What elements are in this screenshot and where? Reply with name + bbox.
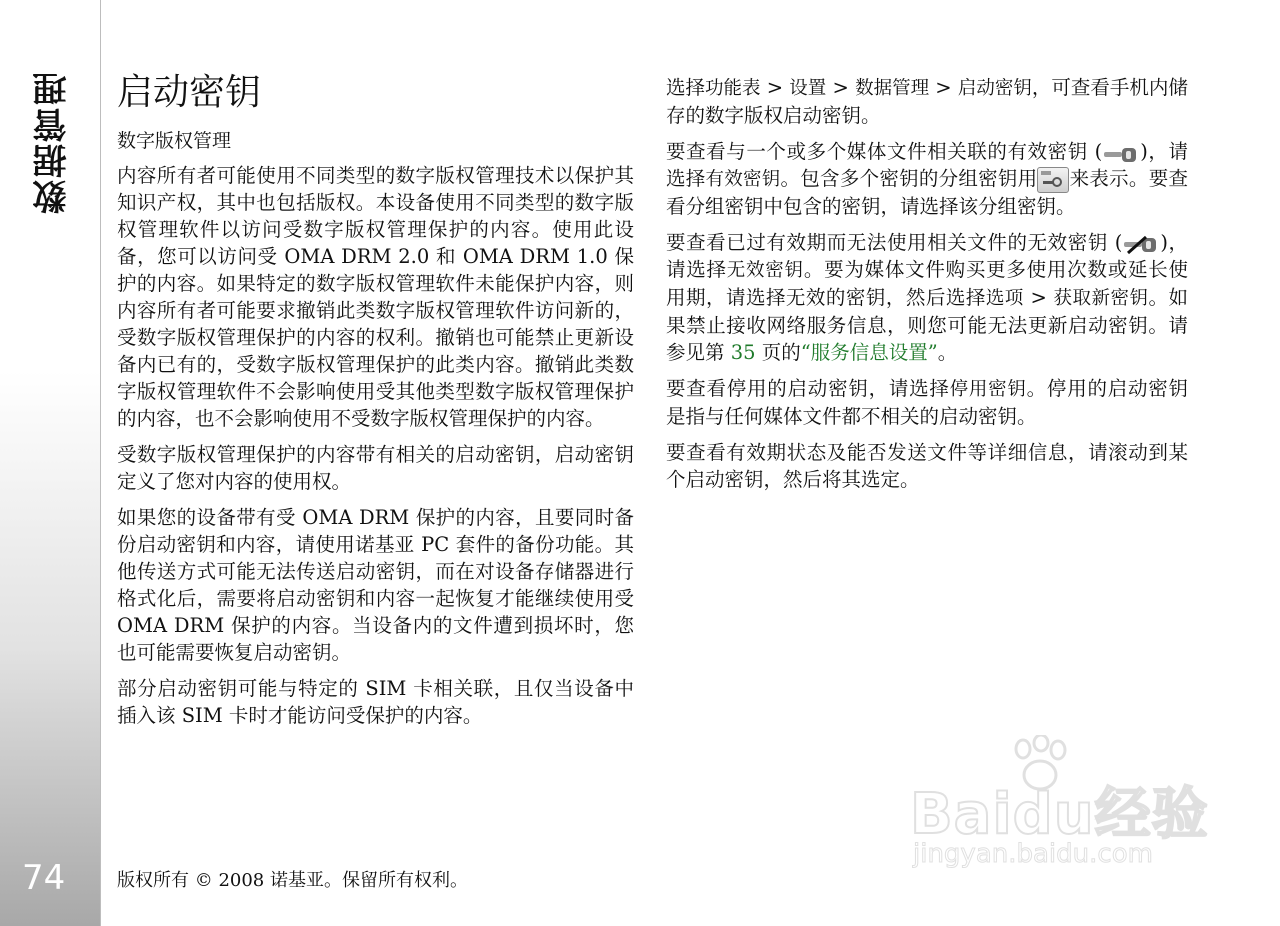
sidebar [0, 0, 101, 926]
text: 要查看与一个或多个媒体文件相关联的有效密钥 ( [666, 140, 1103, 163]
text: 来表示。要查看分组密钥中包含的密钥，请选择该分组密钥。 [666, 167, 1188, 218]
paragraph [666, 138, 1188, 220]
text: 页的 [755, 341, 801, 364]
paragraph [666, 74, 1188, 129]
paragraph: 如果您的设备带有受 OMA DRM 保护的内容，且要同时备份启动密钥和内容，请使用诺基亚 PC 套件的备份功能。其他传送方式可能无法传送启动密钥，而在对设备存储器进行格式化后，需要将启动密钥和内容一起恢复才能继续使用受 OMA DRM 保护的内容。当设备内的文件遭到损坏时，您也可能需要恢复启动密钥。 [117, 506, 634, 664]
watermark-url: jingyan.baidu.com [913, 839, 1153, 869]
separator: > [760, 76, 790, 99]
paragraph: 受数字版权管理保护的内容带有相关的启动密钥，启动密钥定义了您对内容的使用权。 [117, 443, 634, 493]
key-icon [1102, 144, 1140, 162]
text: )，请选择 [666, 140, 1188, 190]
invalid-key-icon [1122, 235, 1160, 253]
text: )，请选择 [666, 231, 1189, 281]
option-name: 停用密钥 [949, 379, 1027, 400]
page-reference[interactable]: 35 [730, 341, 756, 364]
cross-reference-link[interactable]: “服务信息设置” [800, 341, 938, 364]
paragraph [666, 229, 1188, 366]
text: 要查看停用的启动密钥，请选择 [666, 377, 950, 400]
text: 。包含多个密钥的分组密钥用 [780, 167, 1038, 190]
option-name: 无效密钥 [726, 260, 804, 281]
option-name: 获取新密钥 [1053, 288, 1149, 309]
menu-path-item: 设置 [789, 78, 827, 99]
menu-path-item: 功能表 [705, 78, 761, 99]
page-number: 74 [22, 858, 66, 898]
text: 。停用的启动密钥是指与任何媒体文件都不相关的启动密钥。 [666, 377, 1188, 428]
option-name: 有效密钥 [705, 169, 781, 190]
left-column [117, 70, 634, 738]
separator: > [1023, 286, 1054, 309]
text: 。要为媒体文件购买更多使用次数或延长使用期，请选择无效的密钥，然后选择 [666, 258, 1188, 309]
separator: > [826, 76, 856, 99]
right-column [666, 74, 1188, 502]
paragraph: 部分启动密钥可能与特定的 SIM 卡相关联，且仅当设备中插入该 SIM 卡时才能访问受保护的内容。 [117, 677, 634, 727]
text: 要查看已过有效期而无法使用相关文件的无效密钥 ( [666, 231, 1123, 254]
menu-path-item: 数据管理 [855, 78, 930, 99]
menu-path-item: 启动密钥 [957, 78, 1032, 99]
section-title: 数据管理 [33, 70, 73, 214]
paragraph [666, 375, 1188, 430]
paragraph: 要查看有效期状态及能否发送文件等详细信息，请滚动到某个启动密钥，然后将其选定。 [666, 441, 1188, 491]
key-group-icon [1037, 167, 1069, 193]
page-title: 启动密钥 [117, 72, 262, 113]
option-name: 选项 [985, 288, 1024, 309]
baidu-watermark [905, 735, 1215, 875]
copyright-footer: 版权所有 © 2008 诺基亚。保留所有权利。 [117, 870, 468, 891]
text: 。 [937, 341, 958, 364]
watermark-logo: Baidu经验 [910, 782, 1209, 847]
paragraph: 内容所有者可能使用不同类型的数字版权管理技术以保护其知识产权，其中也包括版权。本设备使用不同类型的数字版权管理软件以访问受数字版权管理保护的内容。使用此设备，您可以访问受 OMA DRM 2.0 和 OMA DRM 1.0 保护的内容。如果特定的数字版权管理软件未能保护内容，则内容所有者可能要求撤销此类数字版权管理软件访问新的，受数字版权管理保护的内容的权利。撤销也可能禁止更新设备内已有的，受数字版权管理保护的此类内容。撤销此类数字版权管理软件不会影响使用受其他类型数字版权管理保护的内容，也不会影响使用不受数字版权管理保护的内容。 [117, 164, 634, 430]
text: 选择 [666, 76, 706, 99]
text: 。如果禁止接收网络服务信息，则您可能无法更新启动密钥。请参见第 [666, 286, 1188, 364]
section-subtitle: 数字版权管理 [117, 130, 232, 152]
separator: > [929, 76, 958, 99]
text: ，可查看手机内储存的数字版权启动密钥。 [666, 76, 1188, 127]
